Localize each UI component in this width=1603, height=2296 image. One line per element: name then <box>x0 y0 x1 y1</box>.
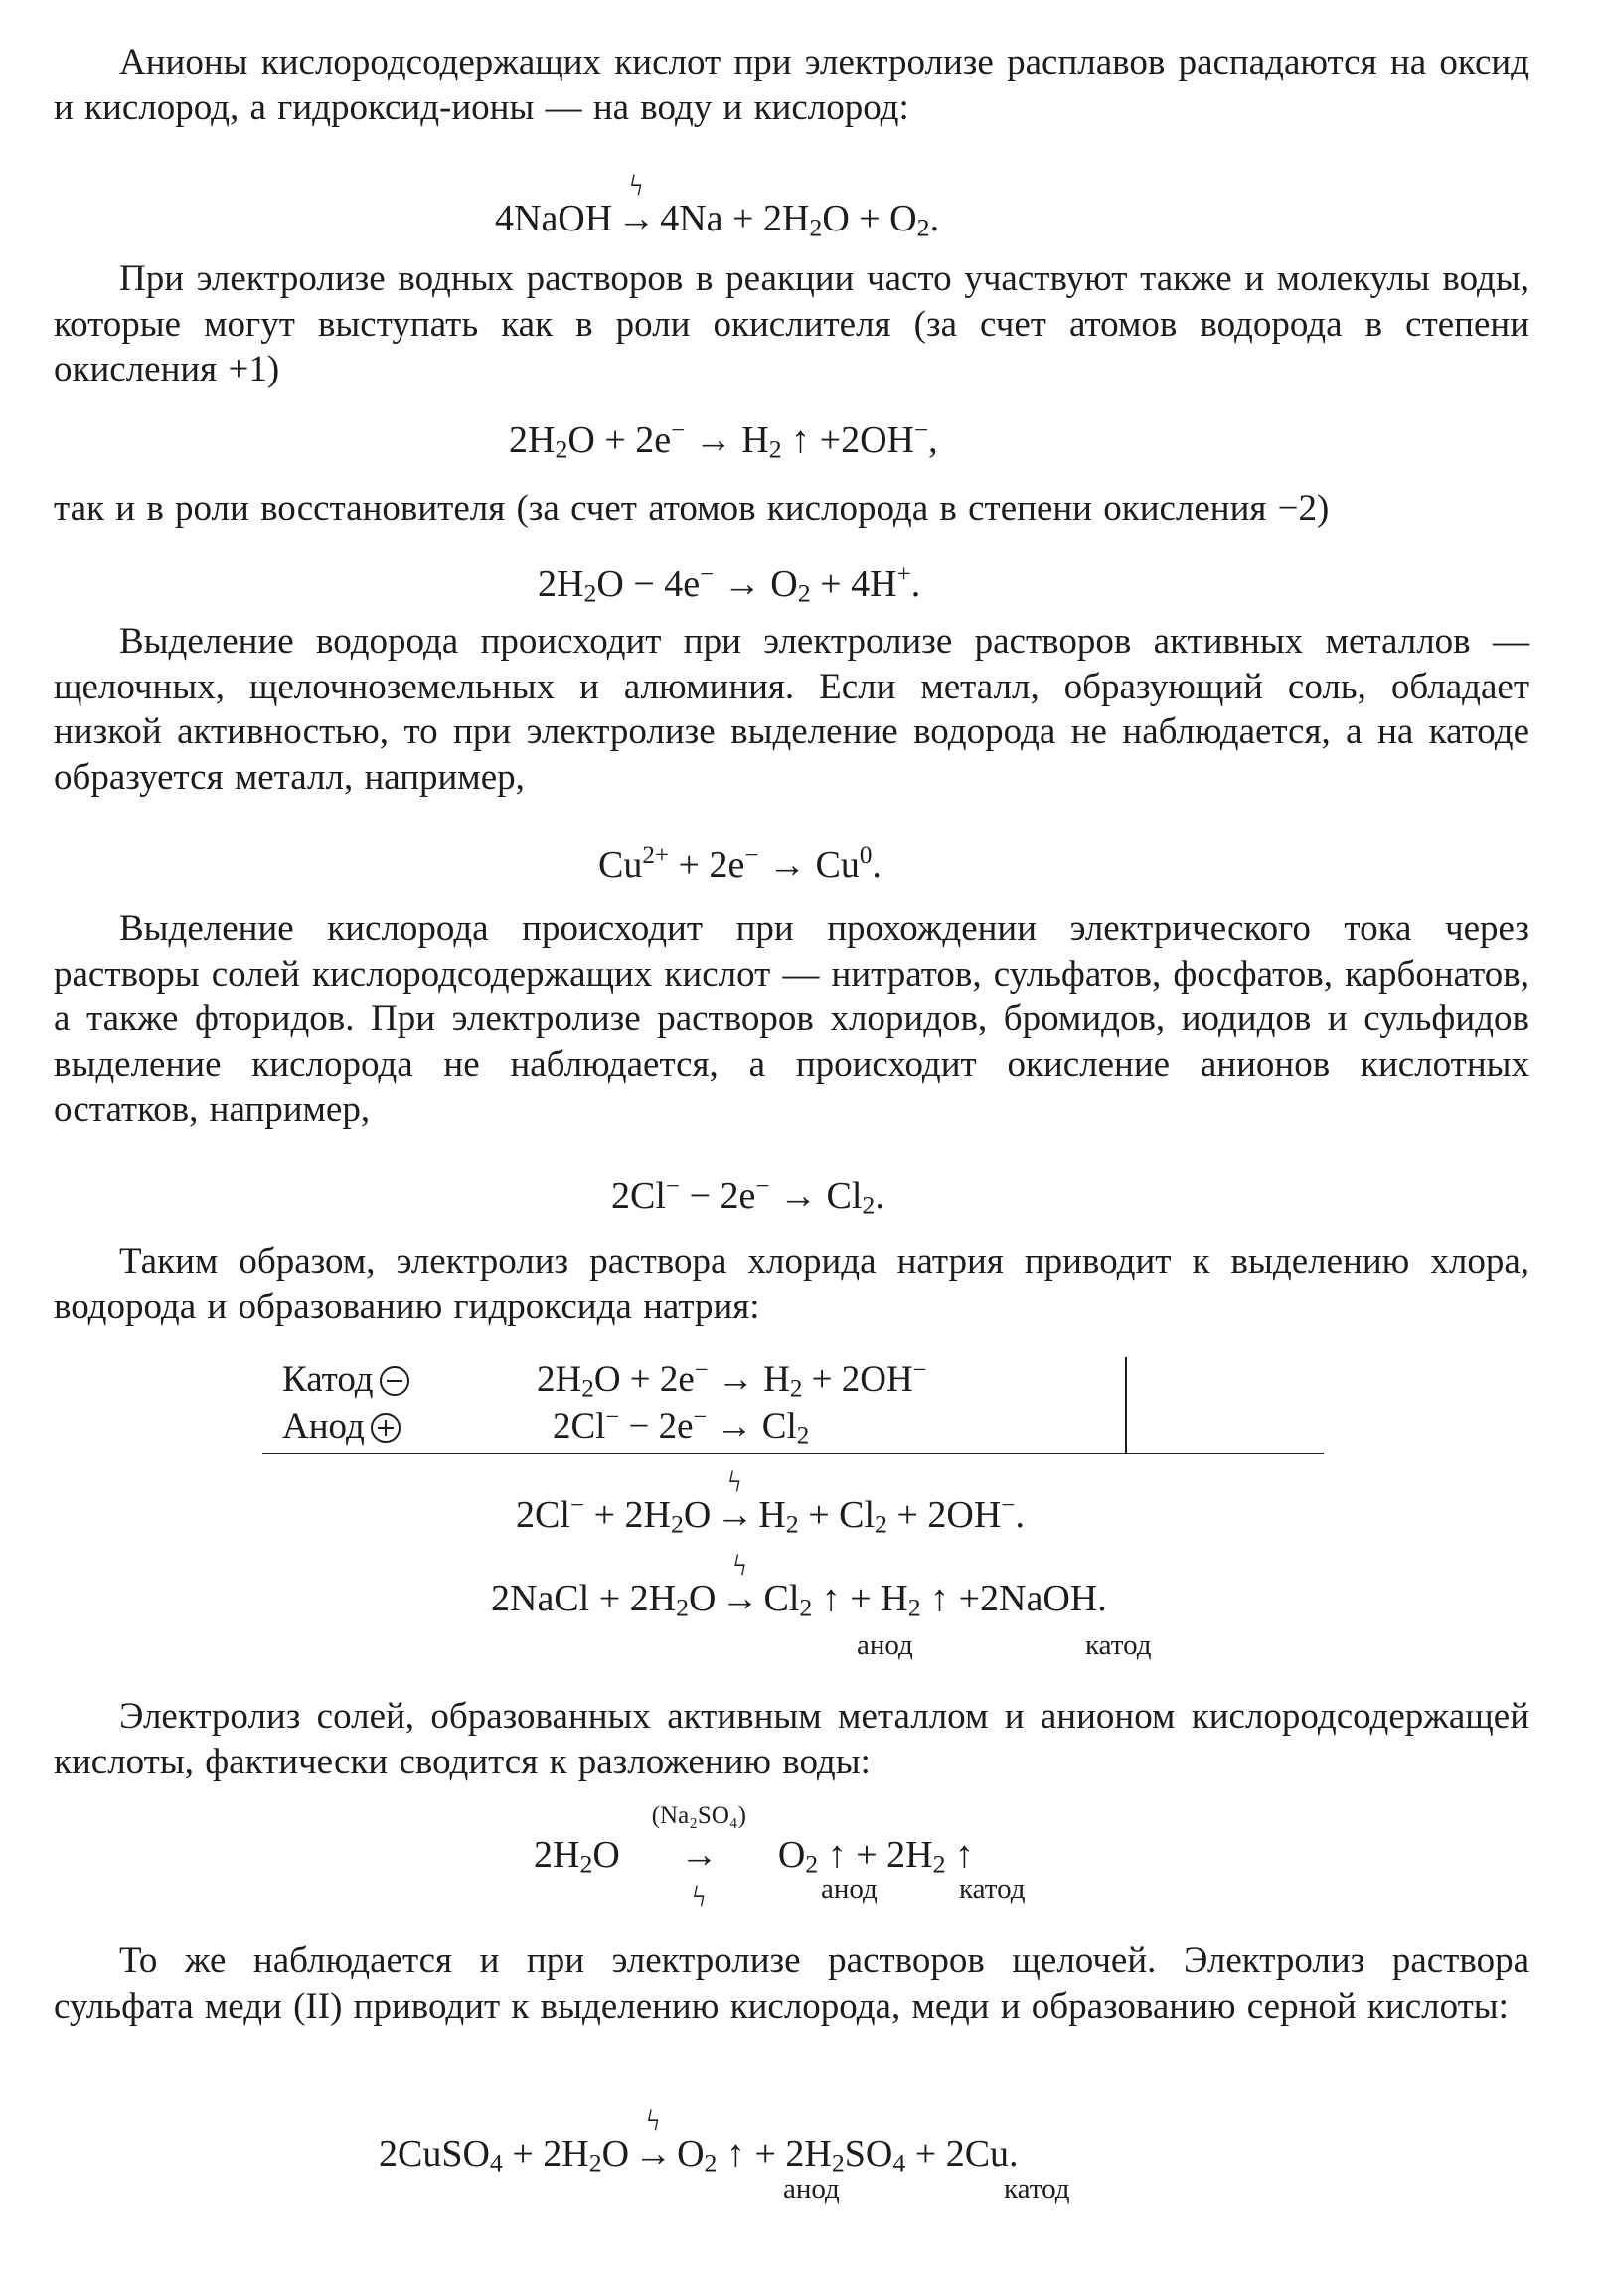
scheme-vertical-divider <box>1125 1357 1127 1453</box>
reaction-arrow: ϟ → <box>634 2104 673 2175</box>
reaction-arrow: (Na₂SO₄) → ϟ <box>651 1802 746 1913</box>
plus-circle-icon <box>371 1413 401 1443</box>
paragraph-oxygen: Выделение кислорода происходит при прохождении электрического тока через растворы солей кислородсодержащих кислот — нитратов, сульфатов, фосфатов, карбонатов, а также фторидов. При электролизе растворов хлоридов, бромидов, иодидов и сульфидов выделение кислорода не наблюдается, а происходит окисление анионов кислотных остатков, например, <box>54 908 1529 1130</box>
label-anode: анод <box>783 2173 840 2205</box>
label-cathode: катод <box>1004 2173 1070 2205</box>
paragraph-water-reducer: так и в роли восстановителя (за счет атомов кислорода в степени окисления −2) <box>54 488 1330 529</box>
equation-naoh-melt: 4NaOH ϟ → $4Na + 2H_2O + O_2$. <box>495 169 940 242</box>
label-cathode: катод <box>959 1873 1026 1905</box>
label-anode: анод <box>857 1629 913 1661</box>
condition-label: (Na₂SO₄) <box>651 1802 746 1829</box>
equation-nacl-electrolysis: 2NaCl + $2H_2O$ ϟ → $Cl_2$ ↑ + $H_2$ ↑ +2NaOH. <box>491 1549 1107 1622</box>
scheme-horizontal-divider <box>262 1453 1324 1454</box>
lightning-icon: ϟ <box>629 169 643 202</box>
reaction-arrow: ϟ → <box>721 1549 759 1619</box>
reaction-arrow: ϟ → <box>617 169 656 239</box>
scheme-anode-equation: $2Cl^- - 2e^- \to Cl_2$ <box>553 1403 810 1450</box>
equation-ionic-sum: $2Cl^- + 2H_2O$ ϟ → $H_2 + Cl_2 + 2OH^-$. <box>516 1465 1025 1539</box>
paragraph-hydrogen: Выделение водорода происходит при электролизе растворов активных металлов — щелочных, щелочноземельных и алюминия. Если металл, образующий соль, обладает низкой активностью, то при электролизе выделение водорода не наблюдается, а на катоде образуется металл, например, <box>54 621 1529 798</box>
lightning-icon: ϟ <box>692 1880 707 1913</box>
paragraph-water-oxidizer: При электролизе водных растворов в реакции часто участвуют также и молекулы воды, которые могут выступать как в роли окислителя (за счет атомов водорода в степени окисления +1) <box>54 258 1529 389</box>
equation-water-electrolysis: $2H_2O$ (Na₂SO₄) → ϟ $O_2$ ↑ + $2H_2$ ↑ <box>534 1802 974 1913</box>
equation-cuso4-electrolysis: 2CuSO$_4$ + $2H_2O$ ϟ → $O_2$ ↑ + $2H_2SO_4 + 2Cu$. <box>379 2104 1019 2178</box>
equation-water-oxidation: $2H_2O - 4e^- \to O_2 + 4H^+$. <box>538 561 921 608</box>
lightning-icon: ϟ <box>727 1465 742 1498</box>
label-anode: анод <box>821 1873 878 1905</box>
lightning-icon: ϟ <box>732 1549 747 1582</box>
label-cathode: катод <box>1085 1629 1152 1661</box>
equation-water-reduction: $2H_2O + 2e^- \to H_2$ ↑ +2OH−, <box>509 417 938 464</box>
equation-copper-reduction: $Cu^{2+} + 2e^- \to Cu^0$. <box>598 842 882 886</box>
paragraph-water-decomposition: Электролиз солей, образованных активным металлом и анионом кислородсодержащей кислоты, фактически сводится к разложению воды: <box>54 1696 1529 1782</box>
scheme-cathode-equation: $2H_2O + 2e^- \to H_2 + 2OH^-$ <box>537 1356 927 1403</box>
equation-chloride-oxidation: $2Cl^- - 2e^- \to Cl_2$. <box>611 1173 884 1220</box>
paragraph-nacl: Таким образом, электролиз раствора хлорида натрия приводит к выделению хлора, водорода и образованию гидроксида натрия: <box>54 1241 1529 1327</box>
scheme-anode-label: Анод <box>282 1405 401 1449</box>
paragraph-anions: Анионы кислородсодержащих кислот при электролизе расплавов распадаются на оксид и кислород, а гидроксид-ионы — на воду и кислород: <box>54 42 1529 128</box>
paragraph-copper-sulfate: То же наблюдается и при электролизе растворов щелочей. Электролиз раствора сульфата меди (II) приводит к выделению кислорода, меди и образованию серной кислоты: <box>54 1940 1529 2027</box>
scheme-cathode-label: Катод <box>282 1358 409 1402</box>
lightning-icon: ϟ <box>646 2104 660 2137</box>
minus-circle-icon <box>380 1366 409 1396</box>
reaction-arrow: ϟ → <box>716 1465 754 1536</box>
